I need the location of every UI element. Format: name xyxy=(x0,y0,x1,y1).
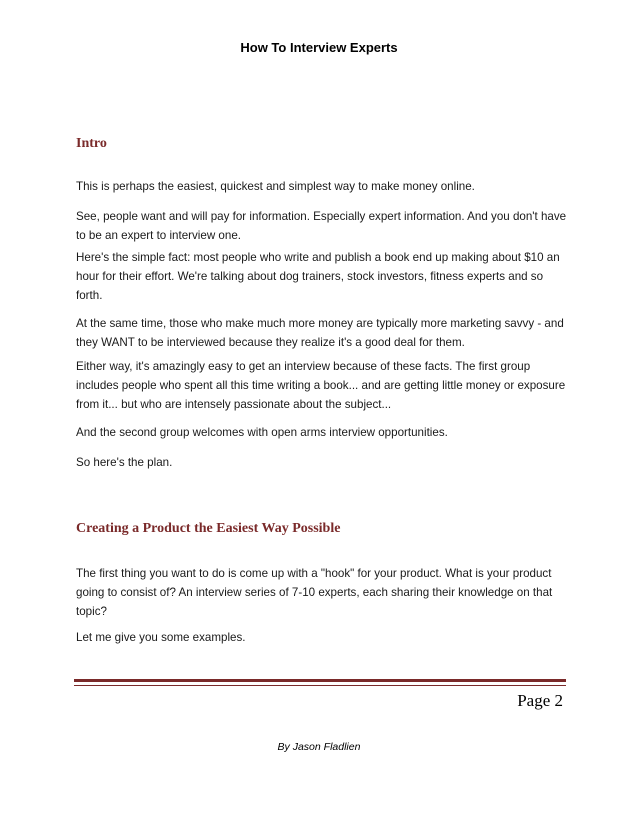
author-byline: By Jason Fladlien xyxy=(277,741,361,753)
paragraph: At the same time, those who make much more money are typically more marketing savvy - and they WANT to be interviewed because they realize it's a good deal for them. xyxy=(76,317,564,349)
paragraph: This is perhaps the easiest, quickest and simplest way to make money online. xyxy=(76,180,475,193)
paragraph: The first thing you want to do is come up with a "hook" for your product. What is your product going to consist of? An interview series of 7-10 experts, each sharing their knowledge on that topic? xyxy=(76,567,553,618)
footer-rule-thin xyxy=(74,685,566,686)
section-heading-intro: Intro xyxy=(76,136,107,151)
paragraph: Let me give you some examples. xyxy=(76,631,246,644)
paragraph: And the second group welcomes with open arms interview opportunities. xyxy=(76,426,448,439)
footer-rule-thick xyxy=(74,679,566,682)
paragraph: Here's the simple fact: most people who write and publish a book end up making about $10 an hour for their effort. We're talking about dog trainers, stock investors, fitness experts and so forth. xyxy=(76,251,560,302)
page-number: Page 2 xyxy=(517,691,563,710)
page-header-title: How To Interview Experts xyxy=(240,40,398,55)
paragraph: Either way, it's amazingly easy to get an interview because of these facts. The first group includes people who spent all this time writing a book... and are getting little money or exposure from it... but who are intensely passionate about the subject... xyxy=(76,360,566,411)
section-heading-creating-product: Creating a Product the Easiest Way Possible xyxy=(76,521,341,536)
paragraph: See, people want and will pay for information. Especially expert information. And you don't have to be an expert to interview one. xyxy=(76,210,567,242)
paragraph: So here's the plan. xyxy=(76,456,173,469)
